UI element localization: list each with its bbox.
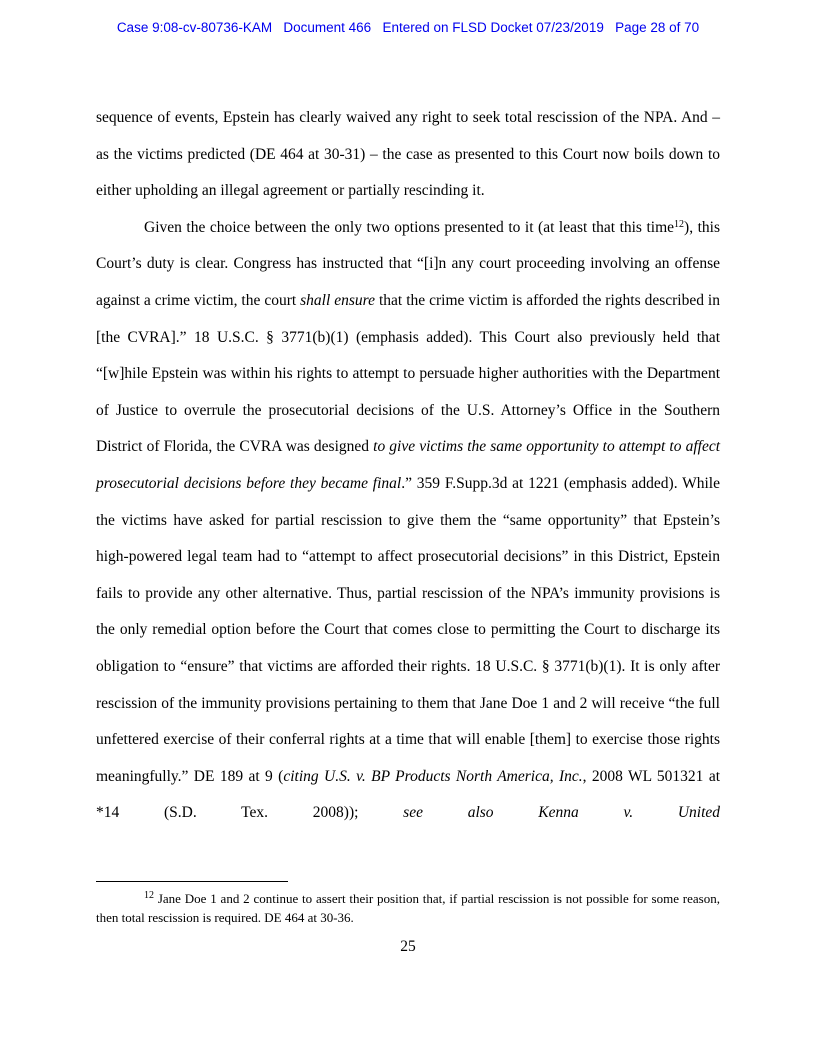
text-run: .” 359 F.Supp.3d at 1221 (emphasis added). While the victims have asked for partial rescission to give them the “same opportunity” that Epstein’s high-powered legal team had to “attempt to affect prosecutorial decisions” in this District, Epstein fails to provide any other alternative. Thus, partial rescission of the NPA’s immunity provisions is the only remedial option before the Court that comes close to permitting the Court to discharge its obligation to “ensure” that victims are afforded their rights. 18 U.S.C. § 3771(b)(1). It is only after rescission of the immunity provisions pertaining to them that Jane Doe 1 and 2 will receive “the full unfettered exercise of their conferral rights at a time that will enable [them] to exercise those rights meaningfully.” DE 189 at 9 (	[96, 474, 720, 785]
italic-text-run: see also Kenna v. United	[403, 804, 721, 822]
footnote	[96, 890, 720, 927]
footnote-number: 12	[144, 890, 154, 901]
footnote-reference: 12	[674, 218, 685, 230]
italic-text-run: to give victims the same opportunity to attempt to affect prosecutorial decisions before they became final	[96, 438, 721, 492]
italic-text-run: shall ensure	[300, 291, 376, 309]
page-number: 25	[400, 938, 416, 955]
text-run: ), this Court’s duty is clear. Congress has instructed that “[i]n any court proceeding involving an offense against a crime victim, the court	[96, 218, 720, 309]
footnote-text: Jane Doe 1 and 2 continue to assert their position that, if partial rescission is not possible for some reason, then total rescission is required. DE 464 at 30-36.	[96, 891, 720, 925]
text-run: sequence of events, Epstein has clearly waived any right to seek total rescission of the NPA. And – as the victims predicted (DE 464 at 30-31) – the case as presented to this Court now boils down to either upholding an illegal agreement or partially rescinding it.	[96, 109, 720, 200]
body-paragraphs	[96, 100, 720, 832]
footnote-separator	[96, 881, 288, 882]
court-header-stamp: Case 9:08-cv-80736-KAM Document 466 Entered on FLSD Docket 07/23/2019 Page 28 of 70	[116, 20, 700, 35]
paragraph	[96, 100, 720, 210]
text-run: , 2008 WL 501321 at *14 (S.D. Tex. 2008));	[96, 767, 721, 822]
text-run: Given the choice between the only two options presented to it (at least that this time	[144, 218, 675, 236]
paragraph	[96, 210, 720, 832]
italic-text-run: citing U.S. v. BP Products North America, Inc.	[283, 767, 583, 785]
text-run: that the crime victim is afforded the rights described in [the CVRA].” 18 U.S.C. § 3771(b)(1) (emphasis added). This Court also previously held that “[w]hile Epstein was within his rights to attempt to persuade higher authorities with the Department of Justice to overrule the prosecutorial decisions of the U.S. Attorney’s Office in the Southern District of Florida, the CVRA was designed	[96, 291, 720, 456]
